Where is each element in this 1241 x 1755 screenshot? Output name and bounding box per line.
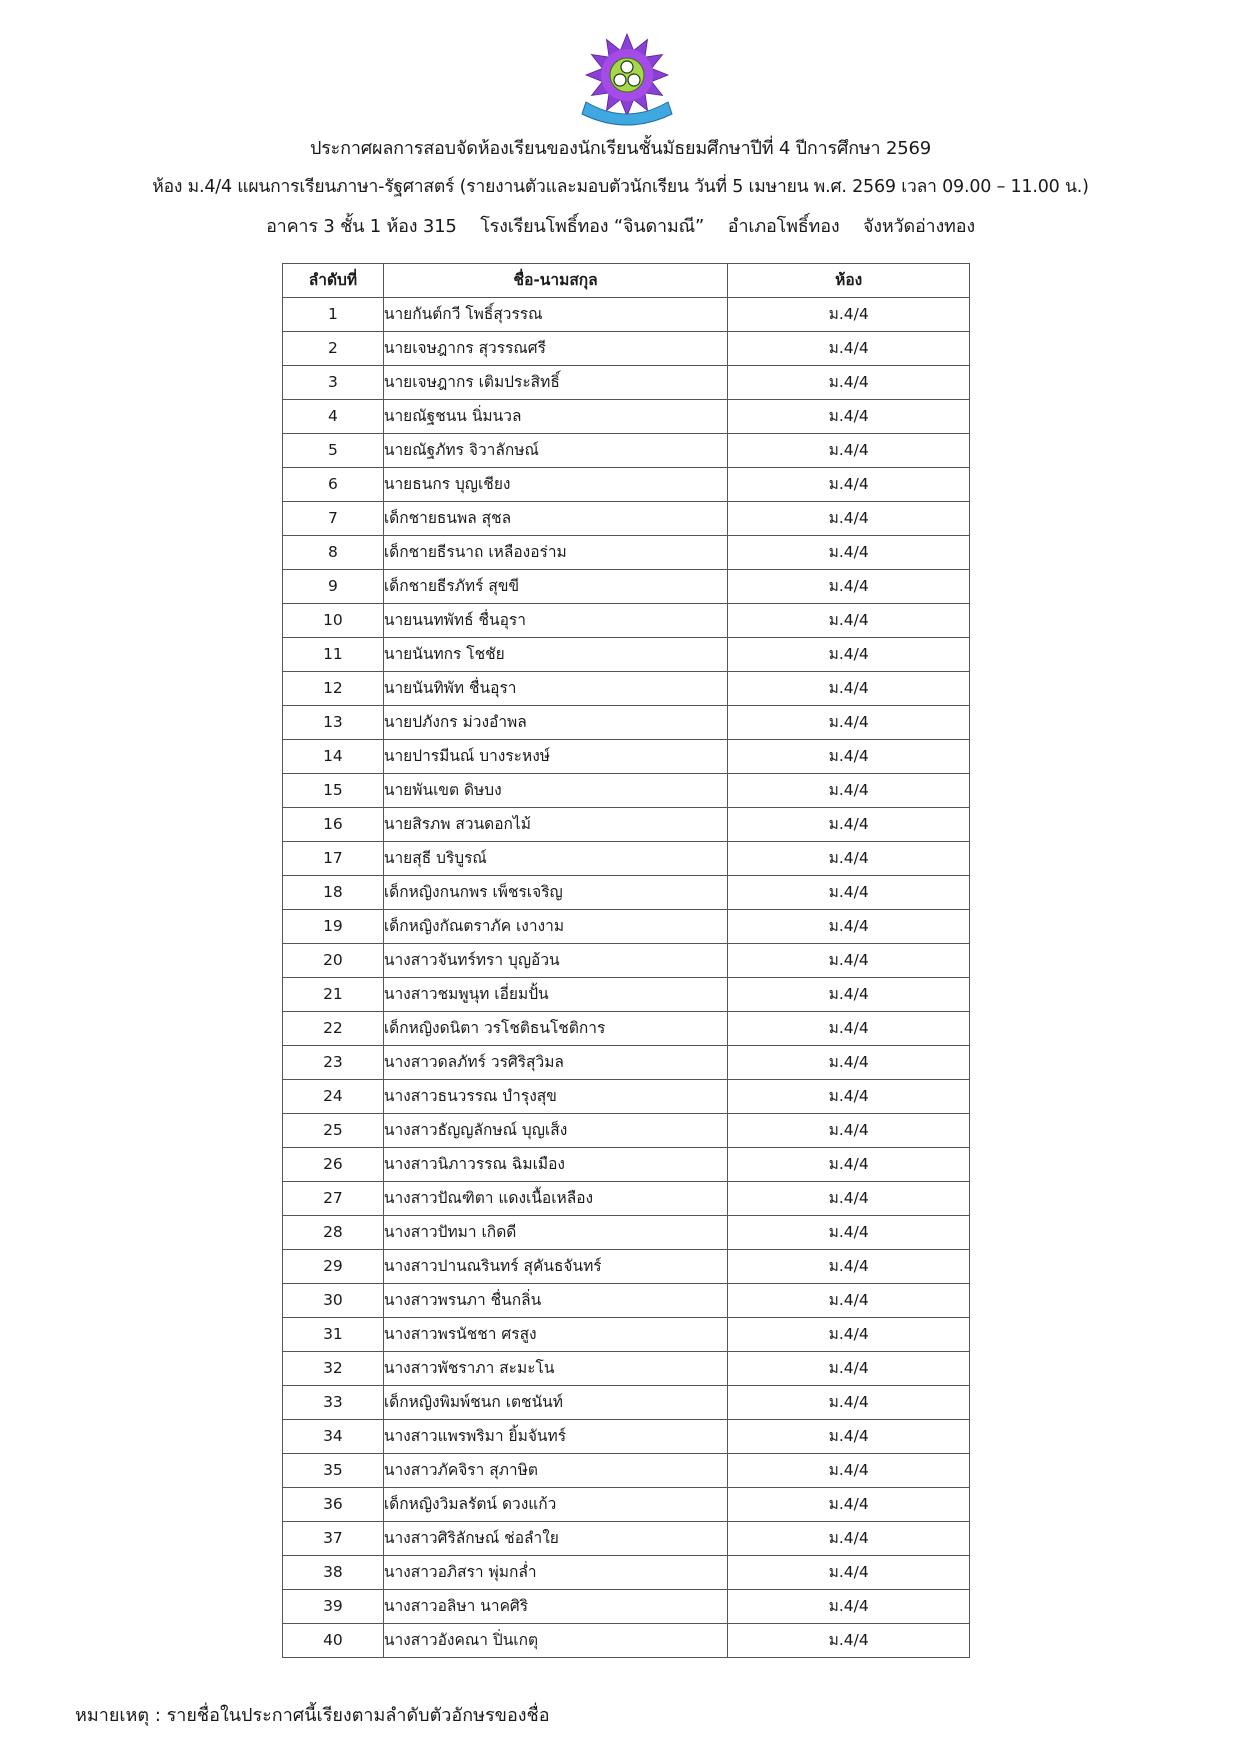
room-cell: ม.4/4 bbox=[728, 332, 970, 366]
room-cell: ม.4/4 bbox=[728, 944, 970, 978]
table-row bbox=[283, 502, 970, 536]
row-number: 10 bbox=[283, 604, 384, 638]
room-cell: ม.4/4 bbox=[728, 502, 970, 536]
room-cell: ม.4/4 bbox=[728, 468, 970, 502]
table-row bbox=[283, 1590, 970, 1624]
student-name: เด็กชายธีรภัทร์ สุขขี bbox=[383, 570, 727, 604]
room-cell: ม.4/4 bbox=[728, 1420, 970, 1454]
row-number: 20 bbox=[283, 944, 384, 978]
footer-note: หมายเหตุ : รายชื่อในประกาศนี้เรียงตามลำดับตัวอักษรของชื่อ bbox=[75, 1705, 550, 1726]
student-name: นางสาวปัณฑิตา แดงเนื้อเหลือง bbox=[383, 1182, 727, 1216]
row-number: 14 bbox=[283, 740, 384, 774]
table-row bbox=[283, 1080, 970, 1114]
student-name: นางสาวปัทมา เกิดดี bbox=[383, 1216, 727, 1250]
table-header-row bbox=[283, 264, 970, 298]
room-cell: ม.4/4 bbox=[728, 638, 970, 672]
announcement-location bbox=[0, 211, 1241, 240]
student-name: นางสาวจันทร์ทรา บุญอ้วน bbox=[383, 944, 727, 978]
table-row bbox=[283, 1522, 970, 1556]
school-emblem-icon bbox=[580, 30, 674, 130]
row-number: 33 bbox=[283, 1386, 384, 1420]
student-name: นางสาวอลิษา นาคศิริ bbox=[383, 1590, 727, 1624]
row-number: 40 bbox=[283, 1624, 384, 1658]
row-number: 22 bbox=[283, 1012, 384, 1046]
room-cell: ม.4/4 bbox=[728, 978, 970, 1012]
column-header-room: ห้อง bbox=[728, 264, 970, 298]
location-district: อำเภอโพธิ์ทอง bbox=[727, 216, 840, 237]
table-row bbox=[283, 1012, 970, 1046]
student-name: นายสิรภพ สวนดอกไม้ bbox=[383, 808, 727, 842]
column-header-name: ชื่อ-นามสกุล bbox=[383, 264, 727, 298]
student-name: นางสาวพรนัชชา ศรสูง bbox=[383, 1318, 727, 1352]
student-name: นายณัฐภัทร จิวาลักษณ์ bbox=[383, 434, 727, 468]
table-row bbox=[283, 876, 970, 910]
table-row bbox=[283, 366, 970, 400]
room-cell: ม.4/4 bbox=[728, 1454, 970, 1488]
table-row bbox=[283, 808, 970, 842]
table-row bbox=[283, 298, 970, 332]
row-number: 31 bbox=[283, 1318, 384, 1352]
student-name: เด็กหญิงกนกพร เพ็ชรเจริญ bbox=[383, 876, 727, 910]
student-name: นางสาวอังคณา ปิ่นเกตุ bbox=[383, 1624, 727, 1658]
table-row bbox=[283, 706, 970, 740]
room-cell: ม.4/4 bbox=[728, 366, 970, 400]
student-name: นายกันต์กวี โพธิ์สุวรรณ bbox=[383, 298, 727, 332]
row-number: 39 bbox=[283, 1590, 384, 1624]
student-name: นางสาวพัชราภา สะมะโน bbox=[383, 1352, 727, 1386]
row-number: 4 bbox=[283, 400, 384, 434]
student-name: นางสาวพรนภา ชื่นกลิ่น bbox=[383, 1284, 727, 1318]
table-row bbox=[283, 1318, 970, 1352]
student-name: นายนันทิพัท ชื่นอุรา bbox=[383, 672, 727, 706]
row-number: 34 bbox=[283, 1420, 384, 1454]
row-number: 18 bbox=[283, 876, 384, 910]
table-row bbox=[283, 1556, 970, 1590]
column-header-number: ลำดับที่ bbox=[283, 264, 384, 298]
student-name: เด็กหญิงดนิตา วรโชติธนโชติการ bbox=[383, 1012, 727, 1046]
student-name: นางสาวปานณรินทร์ สุคันธจันทร์ bbox=[383, 1250, 727, 1284]
room-cell: ม.4/4 bbox=[728, 1250, 970, 1284]
row-number: 19 bbox=[283, 910, 384, 944]
table-row bbox=[283, 1284, 970, 1318]
table-row bbox=[283, 1624, 970, 1658]
table-row bbox=[283, 638, 970, 672]
room-cell: ม.4/4 bbox=[728, 1216, 970, 1250]
row-number: 36 bbox=[283, 1488, 384, 1522]
room-cell: ม.4/4 bbox=[728, 1182, 970, 1216]
room-cell: ม.4/4 bbox=[728, 1318, 970, 1352]
room-cell: ม.4/4 bbox=[728, 400, 970, 434]
student-name: นางสาวอภิสรา พุ่มกล่ำ bbox=[383, 1556, 727, 1590]
table-row bbox=[283, 468, 970, 502]
row-number: 23 bbox=[283, 1046, 384, 1080]
student-name: นางสาวแพรพริมา ยิ้มจันทร์ bbox=[383, 1420, 727, 1454]
table-row bbox=[283, 1352, 970, 1386]
row-number: 11 bbox=[283, 638, 384, 672]
student-name: นางสาวชมพูนุท เอี่ยมปั้น bbox=[383, 978, 727, 1012]
table-row bbox=[283, 536, 970, 570]
row-number: 32 bbox=[283, 1352, 384, 1386]
student-name: นายปภังกร ม่วงอำพล bbox=[383, 706, 727, 740]
table-row bbox=[283, 604, 970, 638]
row-number: 8 bbox=[283, 536, 384, 570]
table-row bbox=[283, 944, 970, 978]
row-number: 21 bbox=[283, 978, 384, 1012]
room-cell: ม.4/4 bbox=[728, 604, 970, 638]
table-row bbox=[283, 1420, 970, 1454]
row-number: 38 bbox=[283, 1556, 384, 1590]
row-number: 2 bbox=[283, 332, 384, 366]
student-name: นายนนทพัทธ์ ชื่นอุรา bbox=[383, 604, 727, 638]
row-number: 15 bbox=[283, 774, 384, 808]
row-number: 37 bbox=[283, 1522, 384, 1556]
row-number: 29 bbox=[283, 1250, 384, 1284]
table-row bbox=[283, 1216, 970, 1250]
row-number: 35 bbox=[283, 1454, 384, 1488]
room-cell: ม.4/4 bbox=[728, 1522, 970, 1556]
table-row bbox=[283, 434, 970, 468]
row-number: 6 bbox=[283, 468, 384, 502]
room-cell: ม.4/4 bbox=[728, 842, 970, 876]
student-name: นายเจษฎากร สุวรรณศรี bbox=[383, 332, 727, 366]
table-row bbox=[283, 1250, 970, 1284]
student-name: เด็กชายธีรนาถ เหลืองอร่าม bbox=[383, 536, 727, 570]
student-roster-table bbox=[282, 263, 970, 1658]
location-school: โรงเรียนโพธิ์ทอง “จินดามณี” bbox=[480, 216, 705, 237]
student-name: เด็กหญิงกัณตราภัค เงางาม bbox=[383, 910, 727, 944]
table-row bbox=[283, 1182, 970, 1216]
table-row bbox=[283, 1454, 970, 1488]
student-name: นายณัฐชนน นิ่มนวล bbox=[383, 400, 727, 434]
room-cell: ม.4/4 bbox=[728, 298, 970, 332]
room-cell: ม.4/4 bbox=[728, 1012, 970, 1046]
student-name: นายพันเขต ดิษบง bbox=[383, 774, 727, 808]
room-cell: ม.4/4 bbox=[728, 1046, 970, 1080]
row-number: 27 bbox=[283, 1182, 384, 1216]
student-name: นายเจษฎากร เติมประสิทธิ์ bbox=[383, 366, 727, 400]
row-number: 28 bbox=[283, 1216, 384, 1250]
table-row bbox=[283, 672, 970, 706]
table-row bbox=[283, 570, 970, 604]
row-number: 5 bbox=[283, 434, 384, 468]
room-cell: ม.4/4 bbox=[728, 1352, 970, 1386]
room-cell: ม.4/4 bbox=[728, 1148, 970, 1182]
room-cell: ม.4/4 bbox=[728, 672, 970, 706]
announcement-subtitle: ห้อง ม.4/4 แผนการเรียนภาษา-รัฐศาสตร์ (รายงานตัวและมอบตัวนักเรียน วันที่ 5 เมษายน พ.ศ. 2569 เวลา 09.00 – 11.00 น.) bbox=[152, 177, 1089, 197]
student-name: เด็กชายธนพล สุชล bbox=[383, 502, 727, 536]
room-cell: ม.4/4 bbox=[728, 1556, 970, 1590]
room-cell: ม.4/4 bbox=[728, 536, 970, 570]
table-row bbox=[283, 1386, 970, 1420]
row-number: 17 bbox=[283, 842, 384, 876]
student-name: เด็กหญิงวิมลรัตน์ ดวงแก้ว bbox=[383, 1488, 727, 1522]
row-number: 16 bbox=[283, 808, 384, 842]
room-cell: ม.4/4 bbox=[728, 1080, 970, 1114]
table-body bbox=[283, 298, 970, 1658]
student-name: นายธนกร บุญเชียง bbox=[383, 468, 727, 502]
student-name: นางสาวนิภาวรรณ ฉิมเมือง bbox=[383, 1148, 727, 1182]
room-cell: ม.4/4 bbox=[728, 774, 970, 808]
row-number: 30 bbox=[283, 1284, 384, 1318]
location-building: อาคาร 3 ชั้น 1 ห้อง 315 bbox=[266, 216, 457, 237]
room-cell: ม.4/4 bbox=[728, 1284, 970, 1318]
announcement-title: ประกาศผลการสอบจัดห้องเรียนของนักเรียนชั้นมัธยมศึกษาปีที่ 4 ปีการศึกษา 2569 bbox=[309, 138, 931, 159]
room-cell: ม.4/4 bbox=[728, 434, 970, 468]
room-cell: ม.4/4 bbox=[728, 1624, 970, 1658]
room-cell: ม.4/4 bbox=[728, 570, 970, 604]
room-cell: ม.4/4 bbox=[728, 876, 970, 910]
room-cell: ม.4/4 bbox=[728, 1386, 970, 1420]
student-name: นายนันทกร โชชัย bbox=[383, 638, 727, 672]
student-name: นางสาวดลภัทร์ วรศิริสุวิมล bbox=[383, 1046, 727, 1080]
row-number: 25 bbox=[283, 1114, 384, 1148]
room-cell: ม.4/4 bbox=[728, 808, 970, 842]
room-cell: ม.4/4 bbox=[728, 1488, 970, 1522]
student-name: นางสาวภัคจิรา สุภาษิต bbox=[383, 1454, 727, 1488]
table-row bbox=[283, 842, 970, 876]
row-number: 12 bbox=[283, 672, 384, 706]
table-row bbox=[283, 774, 970, 808]
row-number: 1 bbox=[283, 298, 384, 332]
table-row bbox=[283, 400, 970, 434]
student-name: นางสาวธัญญลักษณ์ บุญเส็ง bbox=[383, 1114, 727, 1148]
student-name: นายปารมีนณ์ บางระหงษ์ bbox=[383, 740, 727, 774]
student-name: นายสุธี บริบูรณ์ bbox=[383, 842, 727, 876]
row-number: 24 bbox=[283, 1080, 384, 1114]
row-number: 26 bbox=[283, 1148, 384, 1182]
row-number: 13 bbox=[283, 706, 384, 740]
student-name: เด็กหญิงพิมพ์ชนก เตชนันท์ bbox=[383, 1386, 727, 1420]
table-row bbox=[283, 910, 970, 944]
room-cell: ม.4/4 bbox=[728, 706, 970, 740]
room-cell: ม.4/4 bbox=[728, 740, 970, 774]
row-number: 9 bbox=[283, 570, 384, 604]
row-number: 3 bbox=[283, 366, 384, 400]
table-row bbox=[283, 1488, 970, 1522]
student-name: นางสาวศิริลักษณ์ ช่อลำใย bbox=[383, 1522, 727, 1556]
table-row bbox=[283, 978, 970, 1012]
room-cell: ม.4/4 bbox=[728, 1114, 970, 1148]
table-row bbox=[283, 1114, 970, 1148]
student-name: นางสาวธนวรรณ บำรุงสุข bbox=[383, 1080, 727, 1114]
room-cell: ม.4/4 bbox=[728, 1590, 970, 1624]
location-province: จังหวัดอ่างทอง bbox=[862, 216, 975, 237]
row-number: 7 bbox=[283, 502, 384, 536]
table-row bbox=[283, 740, 970, 774]
table-row bbox=[283, 1148, 970, 1182]
room-cell: ม.4/4 bbox=[728, 910, 970, 944]
table-row bbox=[283, 1046, 970, 1080]
table-row bbox=[283, 332, 970, 366]
